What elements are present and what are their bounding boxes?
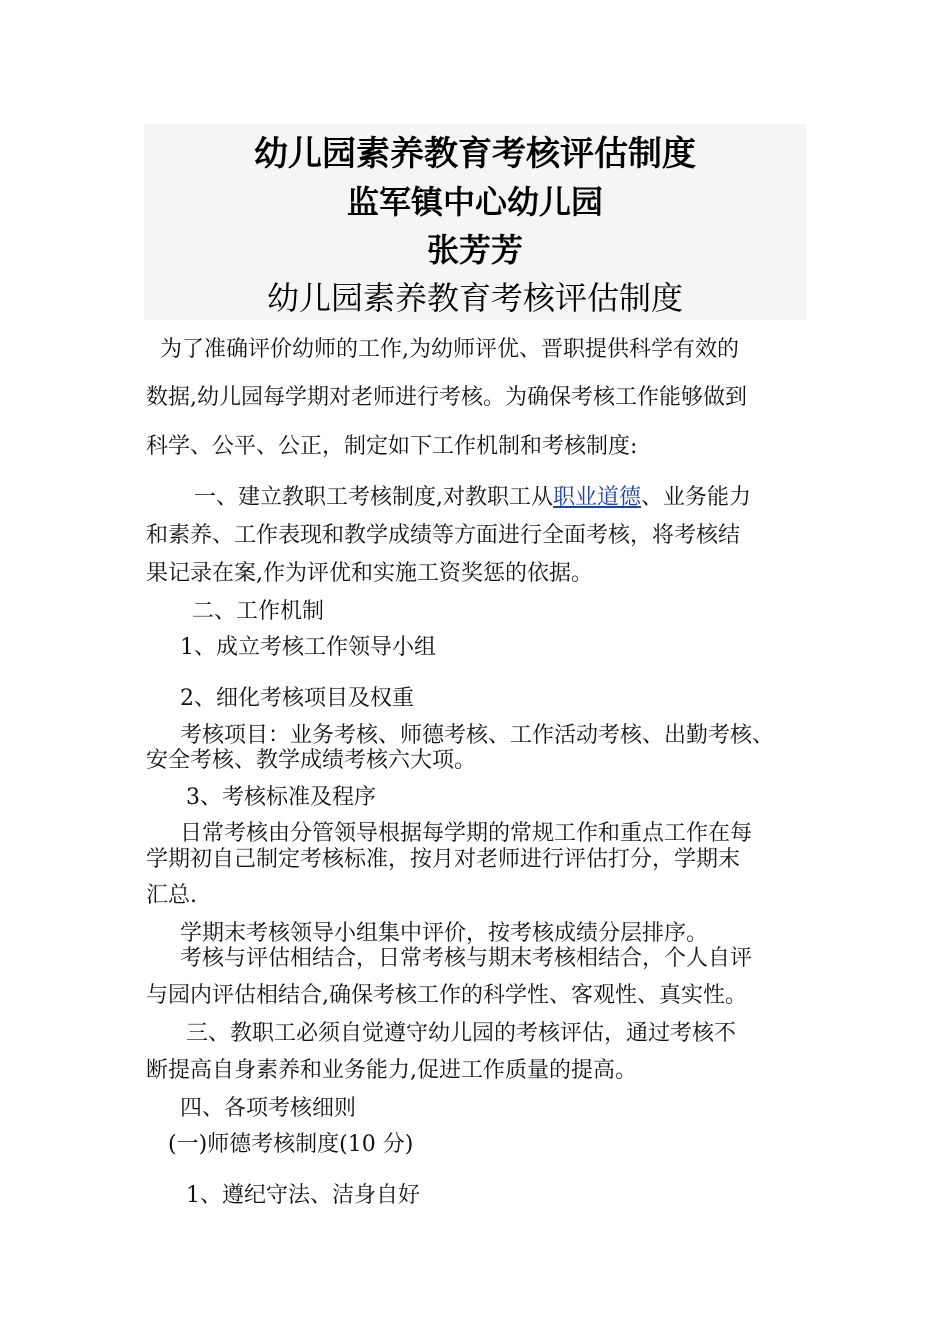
section-1-text-a: 一、建立教职工考核制度,对教职工从 [194, 485, 553, 510]
section-1-text-b: 、业务能力 [641, 485, 752, 510]
term-end-line: 学期末考核领导小组集中评价，按考核成绩分层排序。 [180, 921, 709, 946]
combine-line-2: 与园内评估相结合,确保考核工作的科学性、客观性、真实性。 [146, 983, 747, 1008]
combine-line-1: 考核与评估相结合，日常考核与期末考核相结合，个人自评 [180, 946, 753, 971]
section-1-line-2: 和素养、工作表现和教学成绩等方面进行全面考核，将考核结 [146, 523, 741, 548]
section-4-heading: 四、各项考核细则 [180, 1096, 357, 1121]
items-line-1: 考核项目：业务考核、师德考核、工作活动考核、出勤考核、 [180, 723, 775, 748]
author-name: 张芳芳 [426, 231, 523, 269]
section-2-heading: 二、工作机制 [192, 599, 325, 624]
section-3-line-2: 断提高自身素养和业务能力,促进工作质量的提高。 [146, 1058, 637, 1083]
section-4-item-1: 1、遵纪守法、洁身自好 [186, 1183, 420, 1208]
intro-line-1: 为了准确评价幼师的工作,为幼师评优、晋职提供科学有效的 [160, 337, 739, 362]
section-3-line-1: 三、教职工必须自觉遵守幼儿园的考核评估，通过考核不 [186, 1021, 737, 1046]
intro-line-3: 科学、公平、公正，制定如下工作机制和考核制度: [146, 434, 638, 459]
section-1-line-3: 果记录在案,作为评优和实施工资奖惩的依据。 [146, 561, 593, 586]
items-line-2: 安全考核、教学成绩考核六大项。 [146, 748, 477, 773]
section-2-item-3: 3、考核标准及程序 [186, 785, 376, 810]
daily-line-2: 学期初自己制定考核标准，按月对老师进行评估打分，学期末 [146, 847, 741, 872]
daily-line-1: 日常考核由分管领导根据每学期的常规工作和重点工作在每 [180, 821, 753, 846]
title-block [144, 124, 806, 320]
section-1-line-1 [194, 484, 751, 512]
intro-line-2: 数据,幼儿园每学期对老师进行考核。为确保考核工作能够做到 [146, 385, 747, 410]
school-name: 监军镇中心幼儿园 [346, 183, 603, 221]
daily-line-3: 汇总. [146, 883, 197, 908]
document-title: 幼儿园素养教育考核评估制度 [254, 134, 696, 174]
professional-ethics-link[interactable]: 职业道德 [553, 485, 642, 510]
section-2-item-2: 2、细化考核项目及权重 [180, 686, 414, 711]
document-subtitle: 幼儿园素养教育考核评估制度 [266, 279, 683, 317]
section-2-item-1: 1、成立考核工作领导小组 [180, 635, 436, 660]
section-4-sub-heading: (一)师德考核制度(10 分) [168, 1132, 414, 1157]
